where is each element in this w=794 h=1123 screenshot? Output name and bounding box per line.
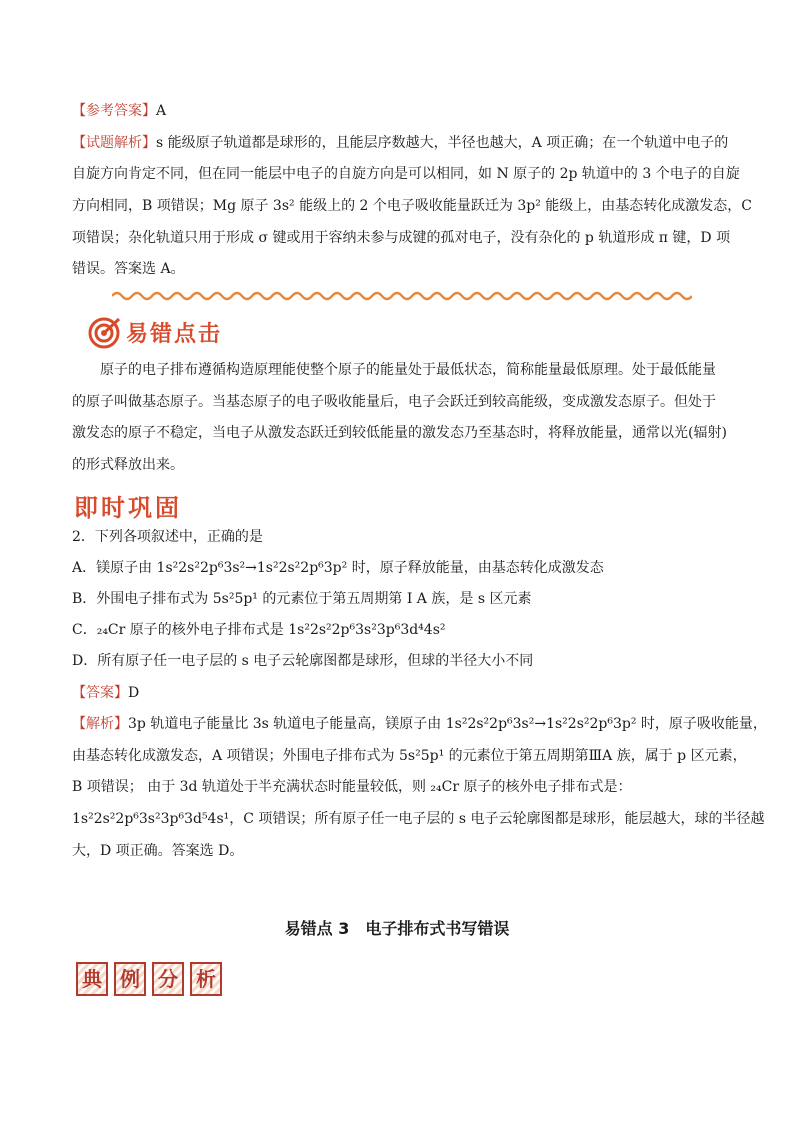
analysis-line: 方向相同，B 项错误；Mg 原子 3s² 能级上的 2 个电子吸收能量跃迁为 3p² 能级上，由基态转化成激发态，C <box>72 198 752 214</box>
answer-label: 【答案】 <box>72 685 128 701</box>
section-example-banner <box>76 962 228 996</box>
errors-paragraph-line: 的形式释放出来。 <box>72 457 184 473</box>
example-char: 分 <box>152 962 184 996</box>
answer-value: A <box>156 103 167 119</box>
option-d: D．所有原子任一电子层的 s 电子云轮廓图都是球形，但球的半径大小不同 <box>72 653 534 669</box>
analysis-text: s 能级原子轨道都是球形的，且能层序数越大，半径也越大，A 项正确；在一个轨道中电子的 <box>156 135 729 151</box>
errors-paragraph-line: 的原子叫做基态原子。当基态原子的电子吸收能量后，电子会跃迁到较高能级，变成激发态原子。但处于 <box>72 394 716 410</box>
answer-value: D <box>128 685 140 701</box>
section-errors-title: 易错点击 <box>126 322 223 347</box>
analysis-line: 大，D 项正确。答案选 D。 <box>72 843 244 859</box>
analysis-line <box>72 714 767 734</box>
section-practice-title: 即时巩固 <box>74 494 182 522</box>
analysis-line: B 项错误； 由于 3d 轨道处于半充满状态时能量较低，则 ₂₄Cr 原子的核外电子排布式是： <box>72 779 632 795</box>
section-3-title: 易错点 3 电子排布式书写错误 <box>284 919 510 938</box>
option-a: A．镁原子由 1s²2s²2p⁶3s²→1s²2s²2p⁶3p² 时，原子释放能量，由基态转化成激发态 <box>72 560 604 576</box>
analysis-line: 1s²2s²2p⁶3s²3p⁶3d⁵4s¹，C 项错误；所有原子任一电子层的 s 电子云轮廓图都是球形，能层越大，球的半径越 <box>72 811 765 827</box>
option-b: B．外围电子排布式为 5s²5p¹ 的元素位于第五周期第 I A 族，是 s 区元素 <box>72 591 532 607</box>
errors-paragraph-line: 激发态的原子不稳定，当电子从激发态跃迁到较低能量的激发态乃至基态时，将释放能量，通常以光(辐射) <box>72 425 727 441</box>
question-stem: 2．下列各项叙述中，正确的是 <box>72 529 263 545</box>
example-char: 析 <box>190 962 222 996</box>
analysis-line: 自旋方向肯定不同，但在同一能层中电子的自旋方向是可以相同，如 N 原子的 2p 轨道中的 3 个电子的自旋 <box>72 166 740 182</box>
answer-line-1 <box>72 101 722 121</box>
option-c: C．₂₄Cr 原子的核外电子排布式是 1s²2s²2p⁶3s²3p⁶3d⁴4s² <box>72 622 446 638</box>
target-icon <box>88 316 122 350</box>
analysis-line <box>72 133 729 153</box>
analysis-label: 【解析】 <box>72 716 128 732</box>
errors-paragraph-line: 原子的电子排布遵循构造原理能使整个原子的能量处于最低状态，简称能量最低原理。处于最低能量 <box>100 362 716 378</box>
example-char: 例 <box>114 962 146 996</box>
answer-label: 【参考答案】 <box>72 103 156 119</box>
analysis-line: 由基态转化成激发态，A 项错误；外围电子排布式为 5s²5p¹ 的元素位于第五周期第ⅢA 族，属于 p 区元素， <box>72 748 747 764</box>
analysis-label: 【试题解析】 <box>72 135 156 151</box>
analysis-line: 项错误；杂化轨道只用于形成 σ 键或用于容纳未参与成键的孤对电子，没有杂化的 p 轨道形成 π 键，D 项 <box>72 230 731 246</box>
answer-line-2 <box>72 683 722 703</box>
example-char: 典 <box>76 962 108 996</box>
wavy-divider <box>112 290 692 302</box>
analysis-line: 错误。答案选 A。 <box>72 261 185 277</box>
analysis-text: 3p 轨道电子能量比 3s 轨道电子能量高，镁原子由 1s²2s²2p⁶3s²→1s²2s²2p⁶3p² 时，原子吸收能量， <box>128 716 767 732</box>
